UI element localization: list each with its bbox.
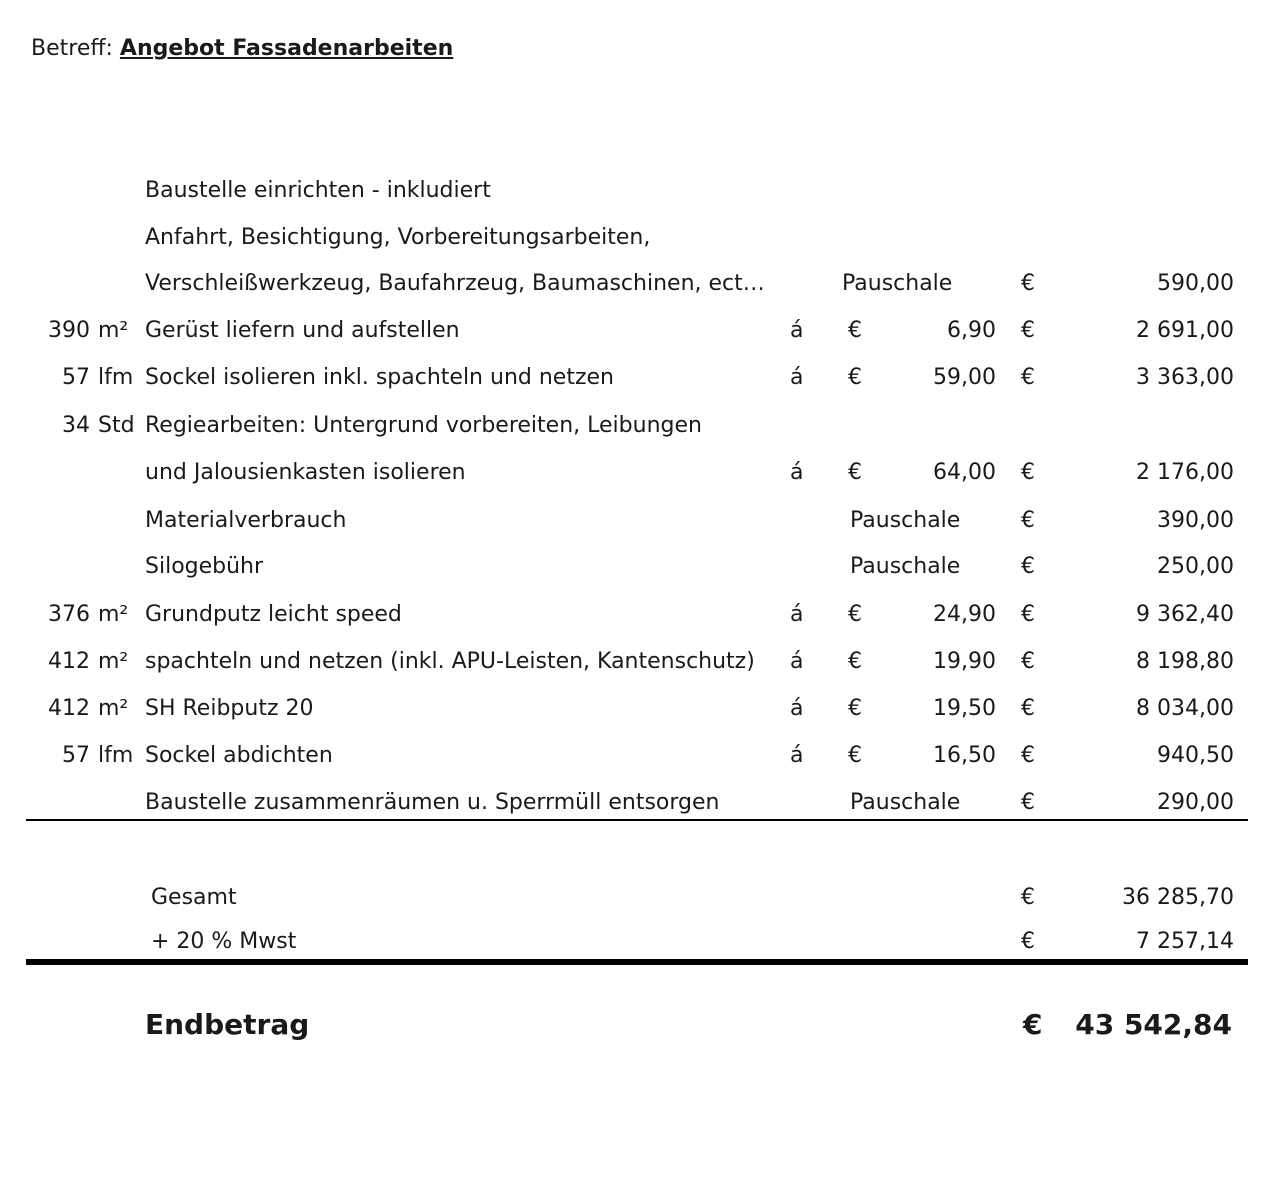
total-divider bbox=[26, 959, 1248, 965]
row-total-currency: € bbox=[1021, 743, 1035, 768]
items-divider bbox=[26, 819, 1248, 821]
row-description: SH Reibputz 20 bbox=[145, 696, 314, 721]
row-unit-price: 24,90 bbox=[933, 602, 996, 627]
row-description: Materialverbrauch bbox=[145, 508, 347, 533]
row-unit-price-currency: € bbox=[848, 649, 862, 674]
row-quantity: 412 bbox=[48, 649, 90, 674]
row-total: 250,00 bbox=[1157, 554, 1234, 579]
gesamt-label: Gesamt bbox=[151, 885, 237, 910]
row-unit: Std bbox=[98, 413, 135, 438]
row-total: 9 362,40 bbox=[1136, 602, 1234, 627]
row-total-currency: € bbox=[1021, 318, 1035, 343]
mwst-currency: € bbox=[1021, 929, 1035, 954]
row-unit-price-currency: € bbox=[848, 365, 862, 390]
row-total: 2 691,00 bbox=[1136, 318, 1234, 343]
row-total: 390,00 bbox=[1157, 508, 1234, 533]
subject-label: Betreff: bbox=[31, 36, 113, 61]
row-total: 2 176,00 bbox=[1136, 460, 1234, 485]
row-total: 290,00 bbox=[1157, 790, 1234, 815]
row-total: 8 198,80 bbox=[1136, 649, 1234, 674]
row-unit: lfm bbox=[98, 743, 134, 768]
row-unit-price-currency: € bbox=[848, 696, 862, 721]
row-unit-price-currency: € bbox=[848, 743, 862, 768]
row-per-unit-marker: á bbox=[790, 649, 804, 674]
row-unit: m² bbox=[98, 696, 129, 721]
row-unit-price-currency: € bbox=[848, 318, 862, 343]
row-flat-rate-label: Pauschale bbox=[842, 271, 953, 296]
row-description: Sockel abdichten bbox=[145, 743, 333, 768]
row-unit-price: 64,00 bbox=[933, 460, 996, 485]
row-unit: m² bbox=[98, 649, 129, 674]
row-per-unit-marker: á bbox=[790, 743, 804, 768]
row-unit-price: 19,50 bbox=[933, 696, 996, 721]
row-total-currency: € bbox=[1021, 365, 1035, 390]
row-total: 3 363,00 bbox=[1136, 365, 1234, 390]
row-description: Baustelle zusammenräumen u. Sperrmüll entsorgen bbox=[145, 790, 720, 815]
row-flat-rate-label: Pauschale bbox=[850, 508, 961, 533]
row-total-currency: € bbox=[1021, 790, 1035, 815]
row-total-currency: € bbox=[1021, 554, 1035, 579]
endbetrag-label: Endbetrag bbox=[145, 1008, 310, 1041]
row-description: Verschleißwerkzeug, Baufahrzeug, Baumaschinen, ect… bbox=[145, 271, 765, 296]
subject-title: Angebot Fassadenarbeiten bbox=[119, 36, 454, 61]
row-description: Gerüst liefern und aufstellen bbox=[145, 318, 460, 343]
row-total: 940,50 bbox=[1157, 743, 1234, 768]
row-total: 590,00 bbox=[1157, 271, 1234, 296]
row-unit-price: 59,00 bbox=[933, 365, 996, 390]
row-unit-price: 16,50 bbox=[933, 743, 996, 768]
row-quantity: 57 bbox=[62, 365, 90, 390]
row-total: 8 034,00 bbox=[1136, 696, 1234, 721]
subject-line bbox=[31, 36, 453, 62]
row-per-unit-marker: á bbox=[790, 365, 804, 390]
row-unit-price: 6,90 bbox=[947, 318, 996, 343]
row-quantity: 412 bbox=[48, 696, 90, 721]
row-unit-price-currency: € bbox=[848, 460, 862, 485]
row-flat-rate-label: Pauschale bbox=[850, 554, 961, 579]
row-description: und Jalousienkasten isolieren bbox=[145, 460, 466, 485]
row-total-currency: € bbox=[1021, 508, 1035, 533]
endbetrag-value: 43 542,84 bbox=[1075, 1008, 1232, 1041]
row-per-unit-marker: á bbox=[790, 318, 804, 343]
gesamt-value: 36 285,70 bbox=[1122, 885, 1234, 910]
row-description: Grundputz leicht speed bbox=[145, 602, 402, 627]
row-total-currency: € bbox=[1021, 649, 1035, 674]
mwst-label: + 20 % Mwst bbox=[151, 929, 297, 954]
row-description: Sockel isolieren inkl. spachteln und netzen bbox=[145, 365, 614, 390]
mwst-value: 7 257,14 bbox=[1136, 929, 1234, 954]
row-total-currency: € bbox=[1021, 460, 1035, 485]
row-description: Baustelle einrichten - inkludiert bbox=[145, 178, 491, 203]
row-quantity: 34 bbox=[62, 413, 90, 438]
row-per-unit-marker: á bbox=[790, 602, 804, 627]
row-total-currency: € bbox=[1021, 602, 1035, 627]
row-unit: m² bbox=[98, 318, 129, 343]
row-description: Regiearbeiten: Untergrund vorbereiten, Leibungen bbox=[145, 413, 702, 438]
row-per-unit-marker: á bbox=[790, 460, 804, 485]
row-description: Silogebühr bbox=[145, 554, 264, 579]
row-unit: lfm bbox=[98, 365, 134, 390]
endbetrag-currency: € bbox=[1023, 1008, 1043, 1041]
row-flat-rate-label: Pauschale bbox=[850, 790, 961, 815]
row-quantity: 57 bbox=[62, 743, 90, 768]
row-per-unit-marker: á bbox=[790, 696, 804, 721]
row-unit-price-currency: € bbox=[848, 602, 862, 627]
row-unit-price: 19,90 bbox=[933, 649, 996, 674]
row-description: Anfahrt, Besichtigung, Vorbereitungsarbeiten, bbox=[145, 225, 651, 250]
row-total-currency: € bbox=[1021, 271, 1035, 296]
row-description: spachteln und netzen (inkl. APU-Leisten, Kantenschutz) bbox=[145, 649, 755, 674]
row-unit: m² bbox=[98, 602, 129, 627]
gesamt-currency: € bbox=[1021, 885, 1035, 910]
row-total-currency: € bbox=[1021, 696, 1035, 721]
row-quantity: 390 bbox=[48, 318, 90, 343]
row-quantity: 376 bbox=[48, 602, 90, 627]
